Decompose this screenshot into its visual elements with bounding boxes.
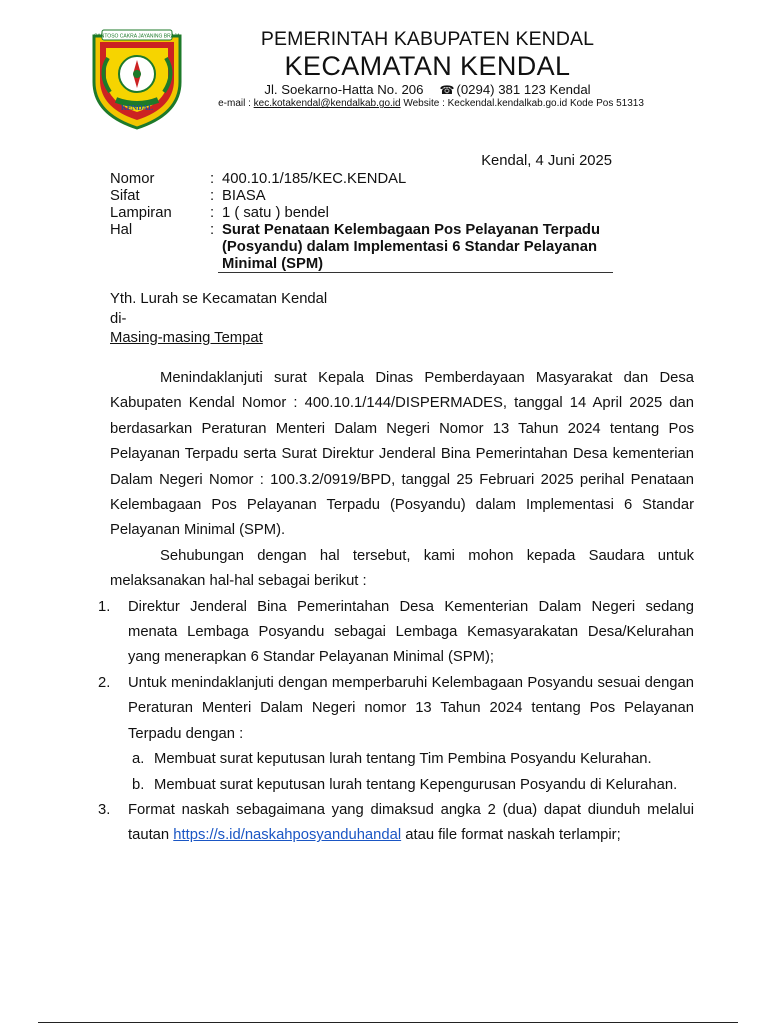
addressee-line-2: di-	[110, 310, 127, 327]
meta-colon: :	[210, 188, 215, 204]
body-paragraph-1: Menindaklanjuti surat Kepala Dinas Pemberdayaan Masyarakat dan Desa Kabupaten Kendal Nomor : 400.10.1/144/DISPERMADES, tanggal 14 April 2025 dan berdasarkan Peraturan Menteri Dalam Negeri Nomor 13 Tahun 2024 tentang Pos Pelayanan Terpadu serta Surat Direktur Jenderal Bina Pemerintahan Desa kementerian Dalam Negeri Nomor : 100.3.2/0919/BPD, tanggal 25 Februari 2025 perihal Penataan Kelembagaan Pos Pelayanan Terpadu (Posyandu) dalam Implementasi 6 Standar Pelayanan Minimal (SPM).	[110, 370, 694, 539]
sub-list-item	[128, 773, 694, 798]
sub-list-letter: b.	[132, 776, 145, 793]
subject-line-3: Minimal (SPM)	[222, 256, 324, 272]
list-item-text: Untuk menindaklanjuti dengan memperbaruhi Kelembagaan Posyandu sesuai dengan Peraturan Menteri Dalam Negeri nomor 13 Tahun 2024 tentang Pos Pelayanan Terpadu dengan :	[128, 674, 694, 742]
letter-body	[98, 366, 694, 849]
addressee-block	[110, 290, 327, 349]
meta-label: Lampiran	[110, 205, 172, 221]
letterhead-phone: (0294) 381 123 Kendal	[456, 82, 591, 97]
meta-label: Sifat	[110, 188, 140, 204]
letterhead-contact-line	[196, 98, 666, 109]
instruction-list	[98, 595, 694, 849]
kendal-logo	[86, 18, 188, 130]
subject-line-1: Surat Penataan Kelembagaan Pos Pelayanan Terpadu	[222, 222, 600, 238]
meta-nomor	[110, 171, 622, 188]
meta-label: Hal	[110, 222, 133, 238]
list-item	[98, 595, 694, 671]
meta-label: Nomor	[110, 171, 155, 187]
list-item-text-post: atau file format naskah terlampir;	[401, 827, 621, 844]
meta-value: 400.10.1/185/KEC.KENDAL	[222, 171, 407, 187]
email-link[interactable]: kec.kotakendal@kendalkab.go.id	[253, 98, 401, 109]
website-text: Keckendal.kendalkab.go.id	[447, 98, 568, 109]
sub-list-letter: a.	[132, 751, 145, 768]
email-label: e-mail :	[218, 98, 254, 109]
sub-list-text: Membuat surat keputusan lurah tentang Kepengurusan Posyandu di Kelurahan.	[154, 776, 678, 793]
letterhead-government: PEMERINTAH KABUPATEN KENDAL	[260, 28, 595, 50]
postcode: Kode Pos 51313	[567, 98, 644, 109]
meta-colon: :	[210, 205, 215, 221]
list-number: 1.	[98, 598, 111, 615]
meta-hal	[110, 222, 622, 273]
letterhead-address-line	[190, 82, 665, 97]
list-item-text-pre: Format naskah sebagaimana yang dimaksud angka 2 (dua) dapat diunduh melalui tautan	[128, 801, 694, 844]
list-item-text: Direktur Jenderal Bina Pemerintahan Desa Kementerian Dalam Negeri sedang menata Lembaga Posyandu sebagai Lembaga Kemasyarakatan Desa/Kelurahan yang menerapkan 6 Standar Pelayanan Minimal (SPM);	[128, 598, 694, 666]
list-number: 2.	[98, 674, 111, 691]
meta-lampiran	[110, 205, 622, 222]
subject-divider	[218, 272, 613, 273]
letterhead-office: KECAMATAN KENDAL	[284, 51, 571, 81]
letter-date: Kendal, 4 Juni 2025	[481, 153, 612, 169]
meta-sifat	[110, 188, 622, 205]
website-label: Website :	[400, 98, 448, 109]
meta-value: 1 ( satu ) bendel	[222, 205, 329, 221]
meta-subject	[222, 222, 622, 273]
download-link[interactable]: https://s.id/naskahposyanduhandal	[173, 827, 402, 844]
body-paragraph-2: Sehubungan dengan hal tersebut, kami mohon kepada Saudara untuk melaksanakan hal-hal sebagai berikut :	[110, 547, 694, 590]
letterhead-address: Jl. Soekarno-Hatta No. 206	[264, 82, 424, 97]
letter-meta	[110, 171, 622, 273]
sub-list	[128, 747, 694, 798]
list-item	[98, 671, 694, 798]
addressee-line-1: Yth. Lurah se Kecamatan Kendal	[110, 291, 328, 307]
page-edge-rule	[38, 1022, 738, 1023]
list-item	[98, 798, 694, 849]
logo-motto: SANTOSO CAKRA JAYANING BRAJA	[94, 33, 180, 40]
list-number: 3.	[98, 801, 111, 818]
logo-text: KENDAL	[120, 103, 154, 112]
meta-colon: :	[210, 171, 215, 187]
addressee-line-3: Masing-masing Tempat	[110, 330, 263, 346]
sub-list-text: Membuat surat keputusan lurah tentang Tim Pembina Posyandu Kelurahan.	[154, 751, 652, 768]
meta-value: BIASA	[222, 188, 266, 204]
sub-list-item	[128, 747, 694, 772]
subject-line-2: (Posyandu) dalam Implementasi 6 Standar Pelayanan	[222, 239, 597, 255]
telephone-icon: ☎	[439, 83, 455, 97]
meta-colon: :	[210, 222, 215, 238]
